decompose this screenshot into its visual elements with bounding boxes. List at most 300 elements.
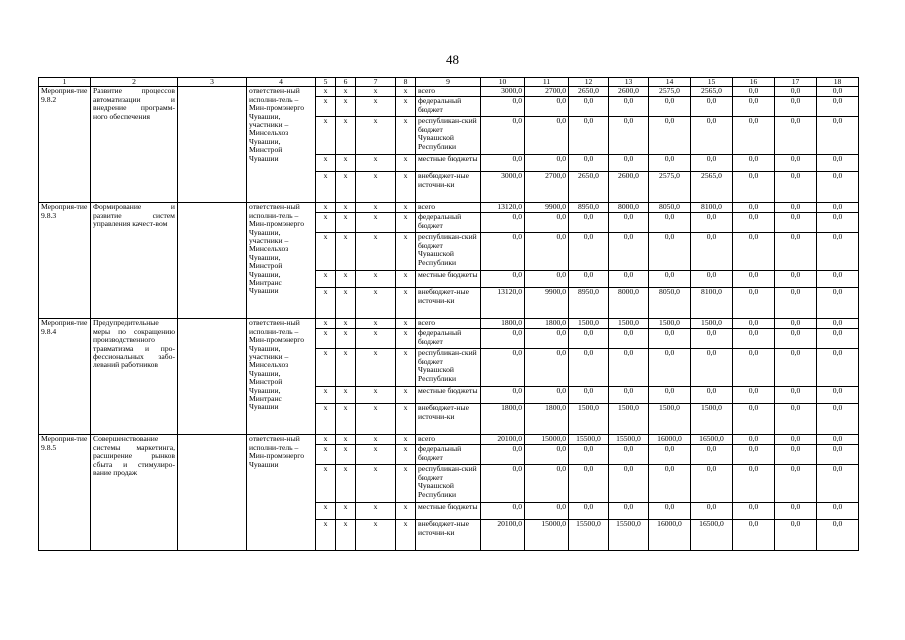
value-cell: 8950,0 [569,203,609,213]
value-cell: 0,0 [733,404,775,435]
x-mark: x [396,117,416,155]
funding-source: всего [416,203,481,213]
value-cell: 0,0 [609,213,649,233]
x-mark: x [316,271,336,288]
value-cell: 0,0 [609,117,649,155]
value-cell: 0,0 [691,271,733,288]
value-cell: 0,0 [775,288,817,319]
column-number: 9 [416,78,481,87]
value-cell: 0,0 [481,97,525,117]
value-cell: 8050,0 [649,203,691,213]
value-cell: 1500,0 [691,319,733,329]
funding-source: всего [416,435,481,445]
value-cell: 15500,0 [569,435,609,445]
x-mark: x [396,387,416,404]
value-cell: 0,0 [817,117,859,155]
value-cell: 0,0 [525,117,569,155]
value-cell: 0,0 [609,445,649,465]
value-cell: 8950,0 [569,288,609,319]
x-mark: x [396,97,416,117]
x-mark: x [396,87,416,97]
value-cell: 0,0 [569,445,609,465]
value-cell: 0,0 [609,271,649,288]
x-mark: x [336,465,356,503]
value-cell: 2565,0 [691,172,733,203]
x-mark: x [316,435,336,445]
value-cell: 0,0 [569,503,609,520]
value-cell: 0,0 [775,319,817,329]
value-cell: 20100,0 [481,520,525,551]
value-cell: 0,0 [481,213,525,233]
x-mark: x [316,329,336,349]
value-cell: 0,0 [525,445,569,465]
value-cell: 0,0 [481,465,525,503]
value-cell: 0,0 [691,465,733,503]
value-cell: 0,0 [817,203,859,213]
table-row [39,435,859,445]
x-mark: x [336,117,356,155]
x-mark: x [356,445,396,465]
value-cell: 13120,0 [481,288,525,319]
funding-source: республикан-ский бюджет Чувашской Республики [416,233,481,271]
x-mark: x [336,445,356,465]
value-cell: 0,0 [649,465,691,503]
funding-source: внебюджет-ные источни-ки [416,520,481,551]
x-mark: x [356,329,396,349]
x-mark: x [396,503,416,520]
x-mark: x [316,172,336,203]
x-mark: x [336,329,356,349]
value-cell: 0,0 [817,155,859,172]
value-cell: 0,0 [775,97,817,117]
value-cell: 2650,0 [569,172,609,203]
event-number: Мероприя-тие 9.8.2 [39,87,91,203]
x-mark: x [316,503,336,520]
value-cell: 0,0 [733,329,775,349]
x-mark: x [356,404,396,435]
funding-source: республикан-ский бюджет Чувашской Республики [416,117,481,155]
value-cell: 1500,0 [609,319,649,329]
x-mark: x [356,233,396,271]
event-description: Развитие процессов автоматизации и внедрение программ-ного обеспечения [91,87,178,203]
value-cell: 0,0 [817,329,859,349]
x-mark: x [356,387,396,404]
funding-source: внебюджет-ные источни-ки [416,172,481,203]
value-cell: 0,0 [733,172,775,203]
value-cell: 1500,0 [569,319,609,329]
funding-source: внебюджет-ные источни-ки [416,288,481,319]
x-mark: x [396,271,416,288]
program-table [38,77,859,551]
funding-source: местные бюджеты [416,387,481,404]
value-cell: 0,0 [569,233,609,271]
value-cell: 1500,0 [569,404,609,435]
value-cell: 0,0 [649,155,691,172]
funding-source: местные бюджеты [416,271,481,288]
value-cell: 0,0 [569,155,609,172]
value-cell: 0,0 [775,117,817,155]
value-cell: 0,0 [481,155,525,172]
value-cell: 0,0 [817,97,859,117]
value-cell: 0,0 [733,503,775,520]
value-cell: 0,0 [525,329,569,349]
value-cell: 0,0 [609,233,649,271]
event-number: Мероприя-тие 9.8.5 [39,435,91,551]
x-mark: x [316,349,336,387]
page-number: 48 [446,52,459,67]
x-mark: x [356,213,396,233]
executor-cell: ответствен-ный исполни-тель – Мин-промэнерго Чувашии, участники – Минсельхоз Чувашии, Минстрой Чувашии [247,87,316,203]
x-mark: x [396,404,416,435]
funding-source: республикан-ский бюджет Чувашской Республики [416,349,481,387]
value-cell: 15500,0 [609,435,649,445]
x-mark: x [336,404,356,435]
value-cell: 2600,0 [609,172,649,203]
value-cell: 0,0 [817,387,859,404]
value-cell: 8000,0 [609,288,649,319]
x-mark: x [356,319,396,329]
x-mark: x [396,155,416,172]
value-cell: 0,0 [775,87,817,97]
x-mark: x [356,288,396,319]
x-mark: x [396,349,416,387]
x-mark: x [356,503,396,520]
event-number: Мероприя-тие 9.8.3 [39,203,91,319]
value-cell: 0,0 [775,233,817,271]
value-cell: 15000,0 [525,520,569,551]
x-mark: x [336,213,356,233]
value-cell: 2575,0 [649,87,691,97]
value-cell: 0,0 [649,117,691,155]
value-cell: 0,0 [609,387,649,404]
value-cell: 2700,0 [525,87,569,97]
value-cell: 2575,0 [649,172,691,203]
x-mark: x [316,387,336,404]
value-cell: 15500,0 [569,520,609,551]
value-cell: 0,0 [649,213,691,233]
value-cell: 0,0 [691,213,733,233]
value-cell: 0,0 [691,155,733,172]
value-cell: 0,0 [775,155,817,172]
empty-cell [178,87,247,203]
x-mark: x [396,288,416,319]
value-cell: 1800,0 [481,319,525,329]
value-cell: 0,0 [775,172,817,203]
value-cell: 0,0 [691,97,733,117]
value-cell: 0,0 [733,387,775,404]
executor-cell: ответствен-ный исполни-тель – Мин-промэнерго Чувашии, участники – Минсельхоз Чувашии, Минстрой Чувашии, Минтранс Чувашии [247,203,316,319]
value-cell: 0,0 [691,329,733,349]
value-cell: 0,0 [733,435,775,445]
value-cell: 16000,0 [649,435,691,445]
value-cell: 0,0 [609,503,649,520]
table-row [39,87,859,97]
funding-source: федеральный бюджет [416,213,481,233]
x-mark: x [336,203,356,213]
value-cell: 0,0 [817,445,859,465]
value-cell: 0,0 [817,288,859,319]
x-mark: x [396,329,416,349]
table-row [39,203,859,213]
value-cell: 0,0 [481,271,525,288]
value-cell: 0,0 [525,213,569,233]
empty-cell [178,319,247,435]
value-cell: 9900,0 [525,203,569,213]
value-cell: 0,0 [733,155,775,172]
value-cell: 1500,0 [609,404,649,435]
value-cell: 0,0 [569,213,609,233]
x-mark: x [356,172,396,203]
value-cell: 0,0 [733,117,775,155]
table-row [39,319,859,329]
column-number: 2 [91,78,178,87]
x-mark: x [396,465,416,503]
value-cell: 0,0 [649,387,691,404]
value-cell: 0,0 [775,520,817,551]
x-mark: x [336,97,356,117]
value-cell: 0,0 [775,213,817,233]
x-mark: x [356,465,396,503]
value-cell: 0,0 [609,349,649,387]
value-cell: 0,0 [569,387,609,404]
value-cell: 0,0 [817,87,859,97]
column-number: 17 [775,78,817,87]
x-mark: x [396,172,416,203]
x-mark: x [316,404,336,435]
column-number: 4 [247,78,316,87]
x-mark: x [336,349,356,387]
x-mark: x [316,520,336,551]
value-cell: 0,0 [481,445,525,465]
x-mark: x [316,465,336,503]
value-cell: 0,0 [569,329,609,349]
x-mark: x [356,97,396,117]
value-cell: 20100,0 [481,435,525,445]
value-cell: 1800,0 [481,404,525,435]
value-cell: 2650,0 [569,87,609,97]
value-cell: 0,0 [481,503,525,520]
funding-source: местные бюджеты [416,503,481,520]
value-cell: 16500,0 [691,520,733,551]
x-mark: x [356,117,396,155]
value-cell: 0,0 [649,329,691,349]
column-number: 16 [733,78,775,87]
value-cell: 13120,0 [481,203,525,213]
value-cell: 1500,0 [649,404,691,435]
value-cell: 0,0 [609,329,649,349]
value-cell: 0,0 [691,233,733,271]
x-mark: x [356,349,396,387]
value-cell: 2565,0 [691,87,733,97]
executor-cell: ответствен-ный исполни-тель – Мин-промэнерго Чувашии, участники – Минсельхоз Чувашии, Минстрой Чувашии, Минтранс Чувашии [247,319,316,435]
value-cell: 0,0 [817,233,859,271]
x-mark: x [356,87,396,97]
value-cell: 0,0 [609,465,649,503]
value-cell: 0,0 [481,387,525,404]
column-number: 3 [178,78,247,87]
value-cell: 0,0 [691,445,733,465]
x-mark: x [356,271,396,288]
value-cell: 0,0 [817,404,859,435]
event-description: Совершенствование системы маркетинга, расширение рынков сбыта и стимулиро-вание продаж [91,435,178,551]
value-cell: 0,0 [649,97,691,117]
value-cell: 0,0 [569,97,609,117]
value-cell: 0,0 [525,387,569,404]
column-number: 18 [817,78,859,87]
x-mark: x [336,387,356,404]
value-cell: 1800,0 [525,319,569,329]
event-description: Предупредительные меры по сокращению производственного травматизма и про-фессиональных забо-леваний работников [91,319,178,435]
event-description: Формирование и развитие систем управления качест-вом [91,203,178,319]
value-cell: 0,0 [649,503,691,520]
value-cell: 0,0 [817,319,859,329]
value-cell: 0,0 [733,87,775,97]
x-mark: x [316,233,336,271]
value-cell: 0,0 [733,288,775,319]
value-cell: 8100,0 [691,288,733,319]
column-number: 6 [336,78,356,87]
x-mark: x [316,97,336,117]
value-cell: 0,0 [775,271,817,288]
x-mark: x [316,213,336,233]
x-mark: x [356,155,396,172]
value-cell: 0,0 [817,271,859,288]
column-number: 11 [525,78,569,87]
value-cell: 8050,0 [649,288,691,319]
value-cell: 0,0 [733,203,775,213]
value-cell: 0,0 [817,503,859,520]
x-mark: x [396,319,416,329]
value-cell: 0,0 [649,233,691,271]
funding-source: всего [416,319,481,329]
value-cell: 0,0 [569,349,609,387]
executor-cell: ответствен-ный исполни-тель – Мин-промэнерго Чувашии [247,435,316,551]
value-cell: 0,0 [481,117,525,155]
x-mark: x [396,445,416,465]
funding-source: республикан-ский бюджет Чувашской Республики [416,465,481,503]
column-number: 13 [609,78,649,87]
value-cell: 0,0 [775,203,817,213]
value-cell: 2600,0 [609,87,649,97]
x-mark: x [316,203,336,213]
x-mark: x [356,203,396,213]
column-number: 5 [316,78,336,87]
funding-source: местные бюджеты [416,155,481,172]
x-mark: x [336,435,356,445]
x-mark: x [396,520,416,551]
column-number: 10 [481,78,525,87]
value-cell: 0,0 [733,213,775,233]
column-number: 8 [396,78,416,87]
column-number: 15 [691,78,733,87]
value-cell: 0,0 [481,329,525,349]
value-cell: 0,0 [649,271,691,288]
column-number-row [39,78,859,87]
value-cell: 1500,0 [649,319,691,329]
value-cell: 0,0 [775,503,817,520]
value-cell: 0,0 [691,387,733,404]
x-mark: x [336,233,356,271]
x-mark: x [396,233,416,271]
value-cell: 0,0 [609,97,649,117]
value-cell: 0,0 [733,349,775,387]
x-mark: x [356,520,396,551]
value-cell: 0,0 [569,117,609,155]
value-cell: 1800,0 [525,404,569,435]
funding-source: федеральный бюджет [416,329,481,349]
column-number: 14 [649,78,691,87]
value-cell: 0,0 [775,404,817,435]
empty-cell [178,435,247,551]
value-cell: 0,0 [525,233,569,271]
value-cell: 0,0 [691,503,733,520]
value-cell: 9900,0 [525,288,569,319]
value-cell: 0,0 [817,520,859,551]
value-cell: 0,0 [525,349,569,387]
x-mark: x [316,445,336,465]
value-cell: 0,0 [525,271,569,288]
value-cell: 0,0 [817,213,859,233]
value-cell: 0,0 [733,465,775,503]
value-cell: 8000,0 [609,203,649,213]
value-cell: 3000,0 [481,172,525,203]
event-number: Мероприя-тие 9.8.4 [39,319,91,435]
value-cell: 0,0 [649,349,691,387]
value-cell: 0,0 [775,387,817,404]
value-cell: 3000,0 [481,87,525,97]
x-mark: x [396,435,416,445]
x-mark: x [336,520,356,551]
value-cell: 2700,0 [525,172,569,203]
value-cell: 0,0 [775,465,817,503]
x-mark: x [316,288,336,319]
value-cell: 0,0 [817,465,859,503]
funding-source: федеральный бюджет [416,445,481,465]
x-mark: x [316,319,336,329]
x-mark: x [336,155,356,172]
value-cell: 0,0 [525,503,569,520]
value-cell: 15000,0 [525,435,569,445]
value-cell: 0,0 [481,233,525,271]
value-cell: 0,0 [525,97,569,117]
funding-source: внебюджет-ные источни-ки [416,404,481,435]
column-number: 1 [39,78,91,87]
empty-cell [178,203,247,319]
value-cell: 0,0 [569,271,609,288]
value-cell: 0,0 [691,349,733,387]
value-cell: 0,0 [775,349,817,387]
x-mark: x [396,213,416,233]
value-cell: 0,0 [569,465,609,503]
value-cell: 0,0 [775,445,817,465]
value-cell: 15500,0 [609,520,649,551]
value-cell: 0,0 [733,445,775,465]
x-mark: x [336,319,356,329]
value-cell: 0,0 [609,155,649,172]
x-mark: x [336,271,356,288]
column-number: 12 [569,78,609,87]
x-mark: x [396,203,416,213]
value-cell: 0,0 [817,435,859,445]
value-cell: 0,0 [481,349,525,387]
value-cell: 16500,0 [691,435,733,445]
value-cell: 0,0 [525,155,569,172]
value-cell: 16000,0 [649,520,691,551]
column-number: 7 [356,78,396,87]
value-cell: 0,0 [733,520,775,551]
value-cell: 0,0 [649,445,691,465]
value-cell: 0,0 [733,97,775,117]
